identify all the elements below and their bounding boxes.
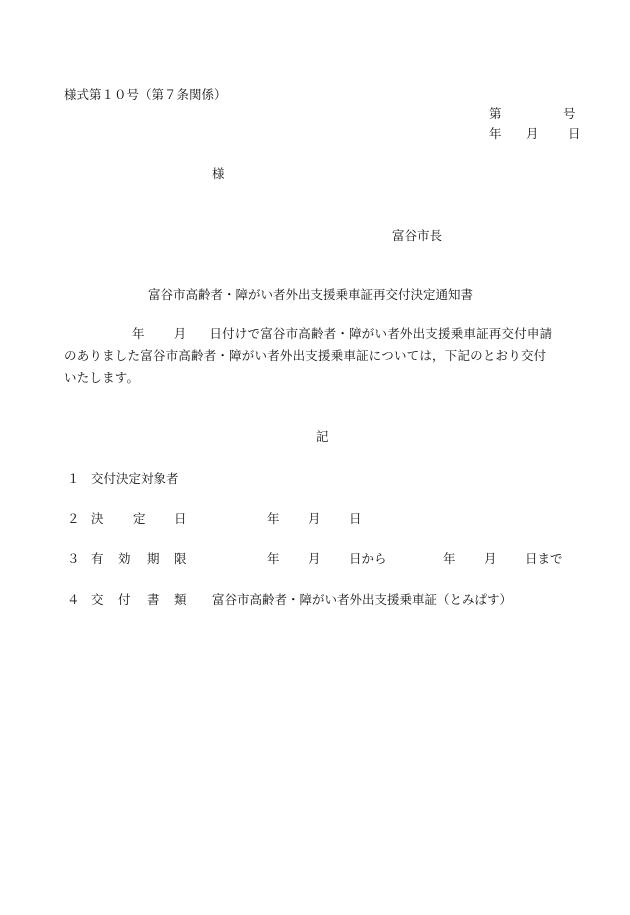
body-year: 年 (132, 326, 145, 341)
item-4-label-char-2: 付 (118, 592, 131, 607)
item-2-month: 月 (308, 511, 321, 526)
item-3-until: 日まで (525, 551, 563, 566)
item-3-label-char-2: 効 (118, 551, 131, 566)
item-2-label-char-1: 決 (91, 511, 104, 526)
body-line1-rest: 日付けで富谷市高齢者・障がい者外出支援乗車証再交付申請 (209, 326, 553, 341)
body-line-2: のありました富谷市高齢者・障がい者外出支援乗車証については，下記のとおり交付 (64, 348, 547, 363)
item-3-month: 月 (308, 551, 321, 566)
document-title: 富谷市高齢者・障がい者外出支援乗車証再交付決定通知書 (148, 287, 474, 302)
item-4-number: ４ (67, 592, 80, 607)
item-3-month-2: 月 (484, 551, 497, 566)
body-paragraph (64, 323, 580, 389)
item-4-value: 富谷市高齢者・障がい者外出支援乗車証（とみぱす） (212, 592, 513, 607)
sender-name: 富谷市長 (392, 228, 443, 243)
item-2-year: 年 (267, 511, 280, 526)
item-3-label-char-4: 限 (174, 551, 187, 566)
item-3-year-2: 年 (443, 551, 456, 566)
form-label: 様式第１０号（第７条関係） (64, 87, 227, 102)
item-3-number: ３ (67, 551, 80, 566)
item-3-from: 日から (349, 551, 387, 566)
item-3-year: 年 (267, 551, 280, 566)
ki-heading: 記 (316, 429, 329, 444)
date-year-label: 年 (489, 126, 502, 141)
body-line-1 (64, 323, 580, 345)
item-4-label-char-3: 書 (147, 592, 160, 607)
body-month: 月 (173, 326, 187, 341)
date-month-label: 月 (526, 126, 539, 141)
number-suffix: 号 (563, 106, 576, 121)
item-2-day: 日 (349, 511, 362, 526)
date-day-label: 日 (568, 126, 581, 141)
item-1-number: １ (67, 471, 80, 486)
item-1-label: 交付決定対象者 (91, 471, 179, 486)
number-prefix: 第 (489, 106, 502, 121)
item-3-label-char-3: 期 (147, 551, 160, 566)
item-2-label-char-2: 定 (133, 511, 146, 526)
item-2-number: ２ (67, 511, 80, 526)
body-line-3: いたします。 (64, 370, 140, 385)
item-3-label-char-1: 有 (91, 551, 104, 566)
item-4-label-char-1: 交 (91, 592, 104, 607)
addressee-suffix: 様 (212, 166, 225, 181)
item-2-label-char-3: 日 (174, 511, 187, 526)
item-4-label-char-4: 類 (174, 592, 187, 607)
